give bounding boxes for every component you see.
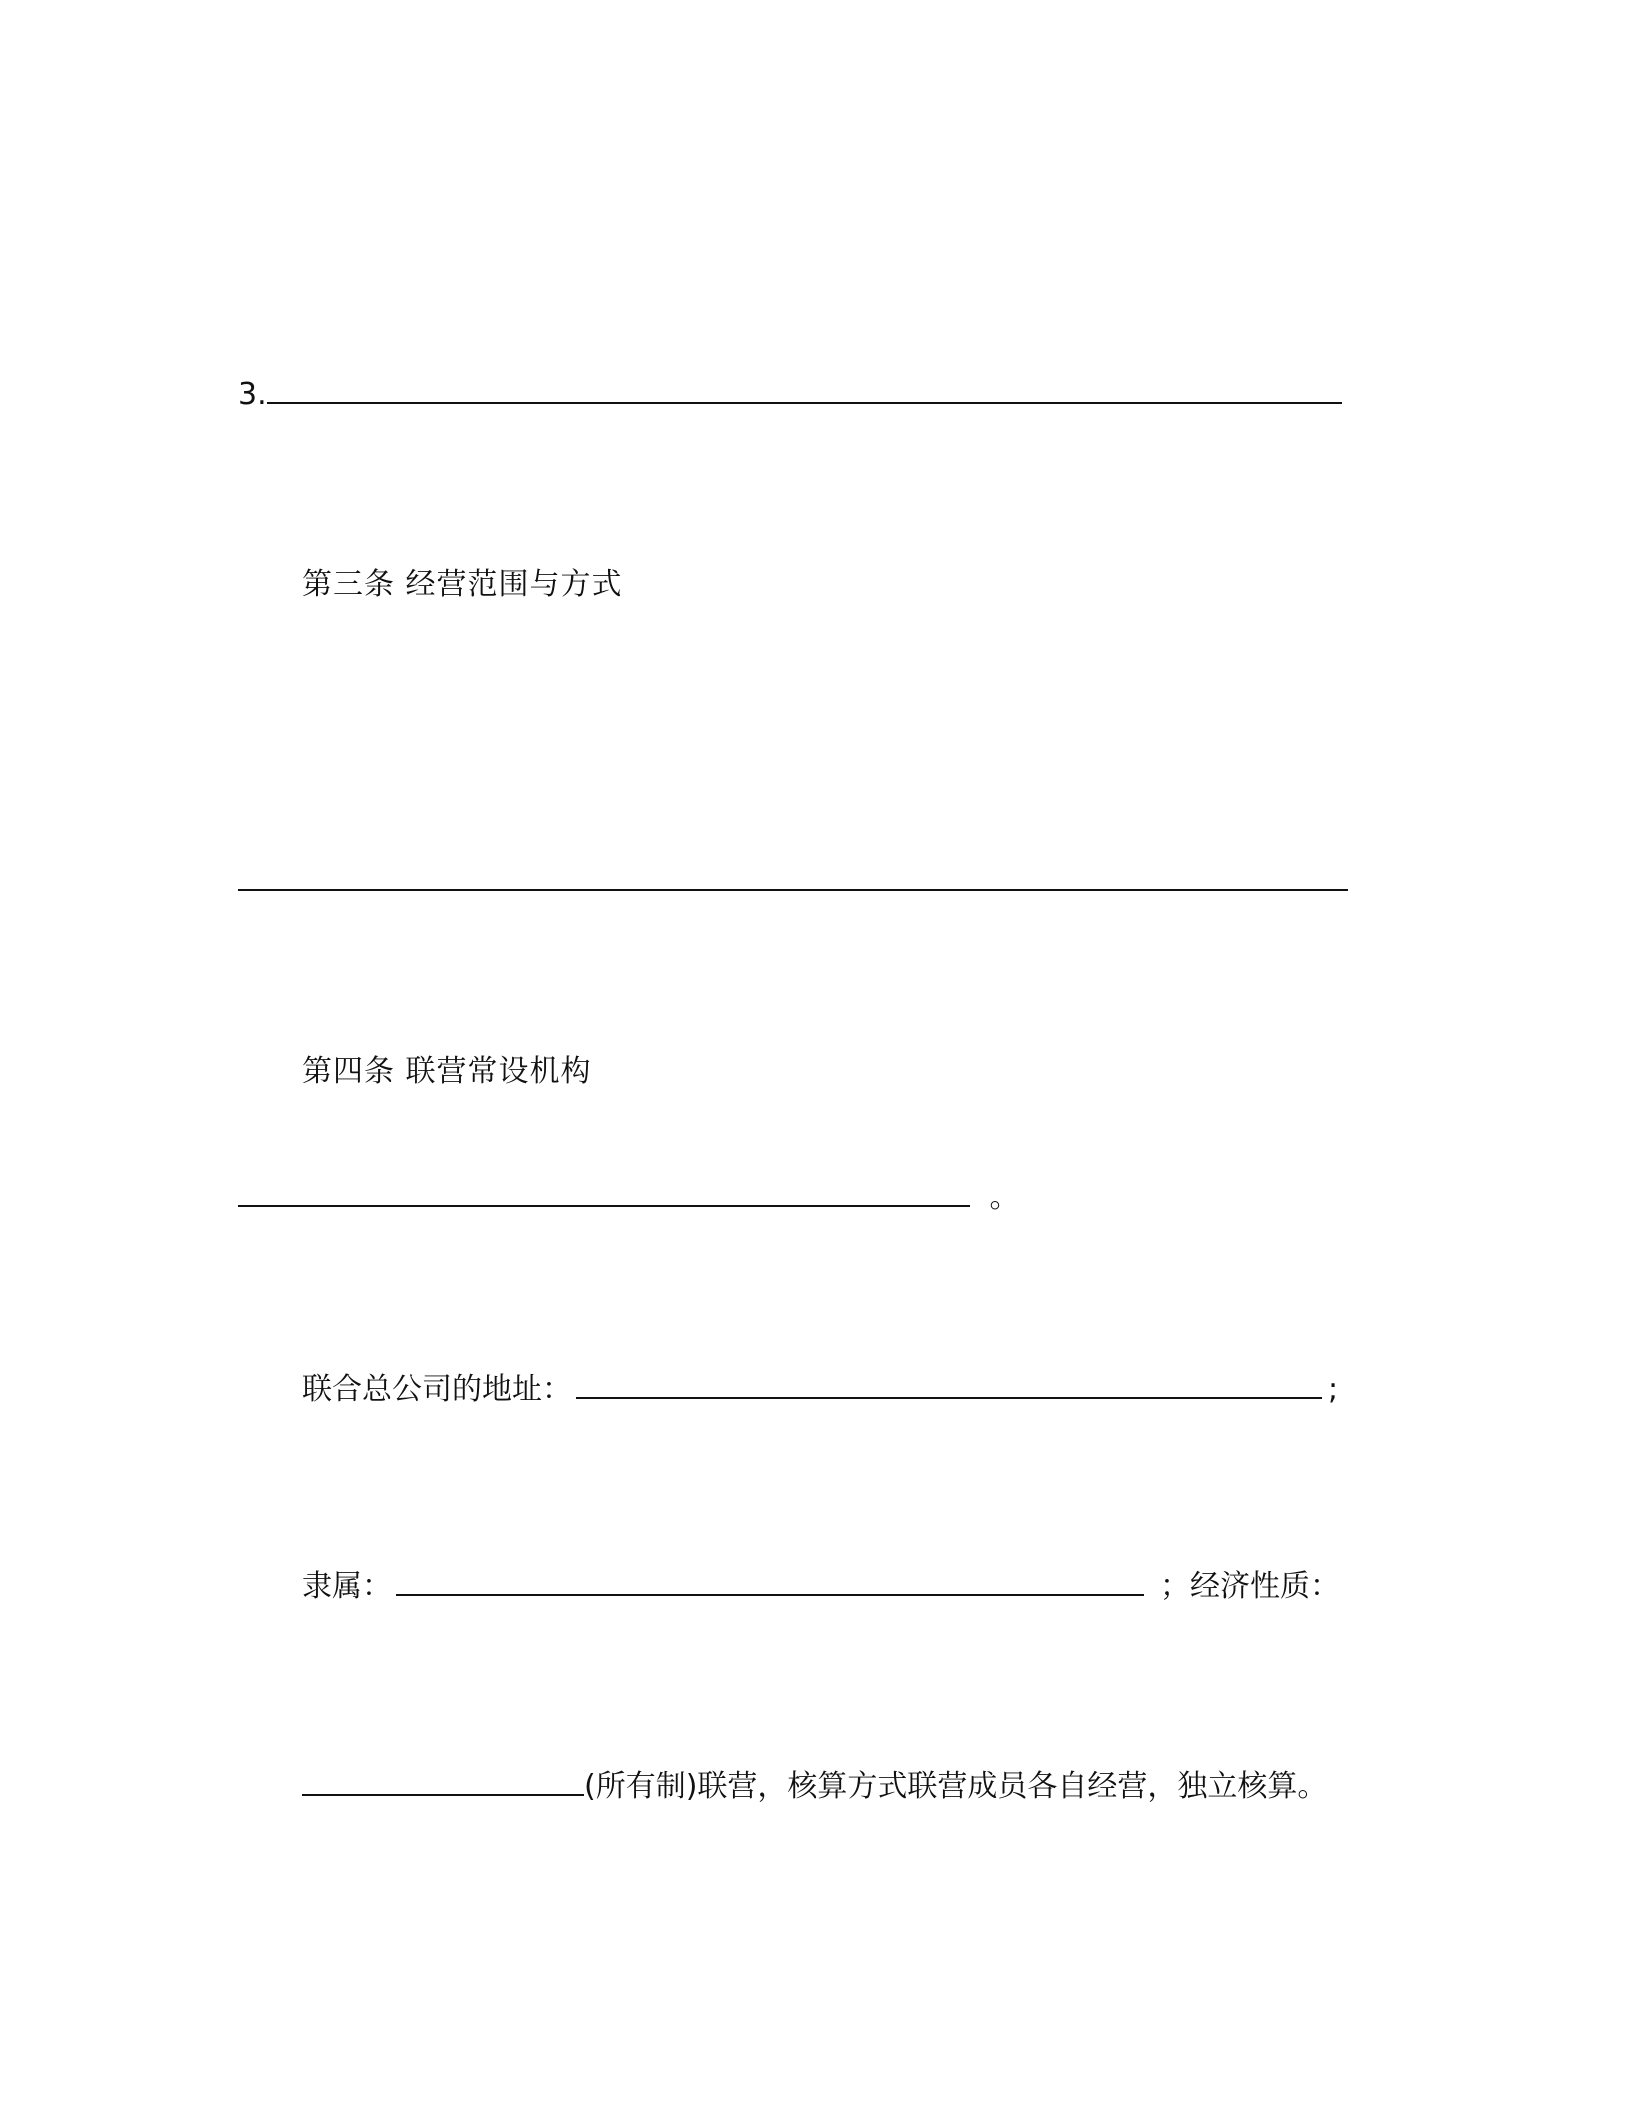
- article-4-line-suffix: 。: [989, 1180, 1020, 1215]
- ownership-line: [302, 1767, 1327, 1807]
- affiliation-line: [302, 1567, 1340, 1607]
- article-4-blank: [238, 1183, 970, 1207]
- item-3-prefix: 3.: [238, 377, 267, 412]
- affiliation-blank: [396, 1572, 1144, 1596]
- item-3-blank: [267, 380, 1342, 404]
- ownership-text: (所有制)联营，核算方式联营成员各自经营，独立核算。: [584, 1769, 1328, 1804]
- affiliation-label: 隶属：: [302, 1569, 392, 1604]
- hq-address-suffix: ;: [1328, 1372, 1339, 1407]
- item-3-line: [238, 375, 1342, 415]
- hq-address-label: 联合总公司的地址：: [302, 1372, 572, 1407]
- article-4-heading: 第四条 联营常设机构: [302, 1054, 592, 1089]
- economic-nature-label: ；经济性质：: [1160, 1569, 1340, 1604]
- hq-address-line: [302, 1370, 1338, 1410]
- article-3-blank-line: [238, 862, 1348, 902]
- ownership-blank: [302, 1772, 584, 1796]
- article-4-blank-line: [238, 1178, 1020, 1218]
- hq-address-blank: [576, 1375, 1322, 1399]
- article-3-heading: 第三条 经营范围与方式: [302, 567, 623, 602]
- article-3-blank: [238, 867, 1348, 891]
